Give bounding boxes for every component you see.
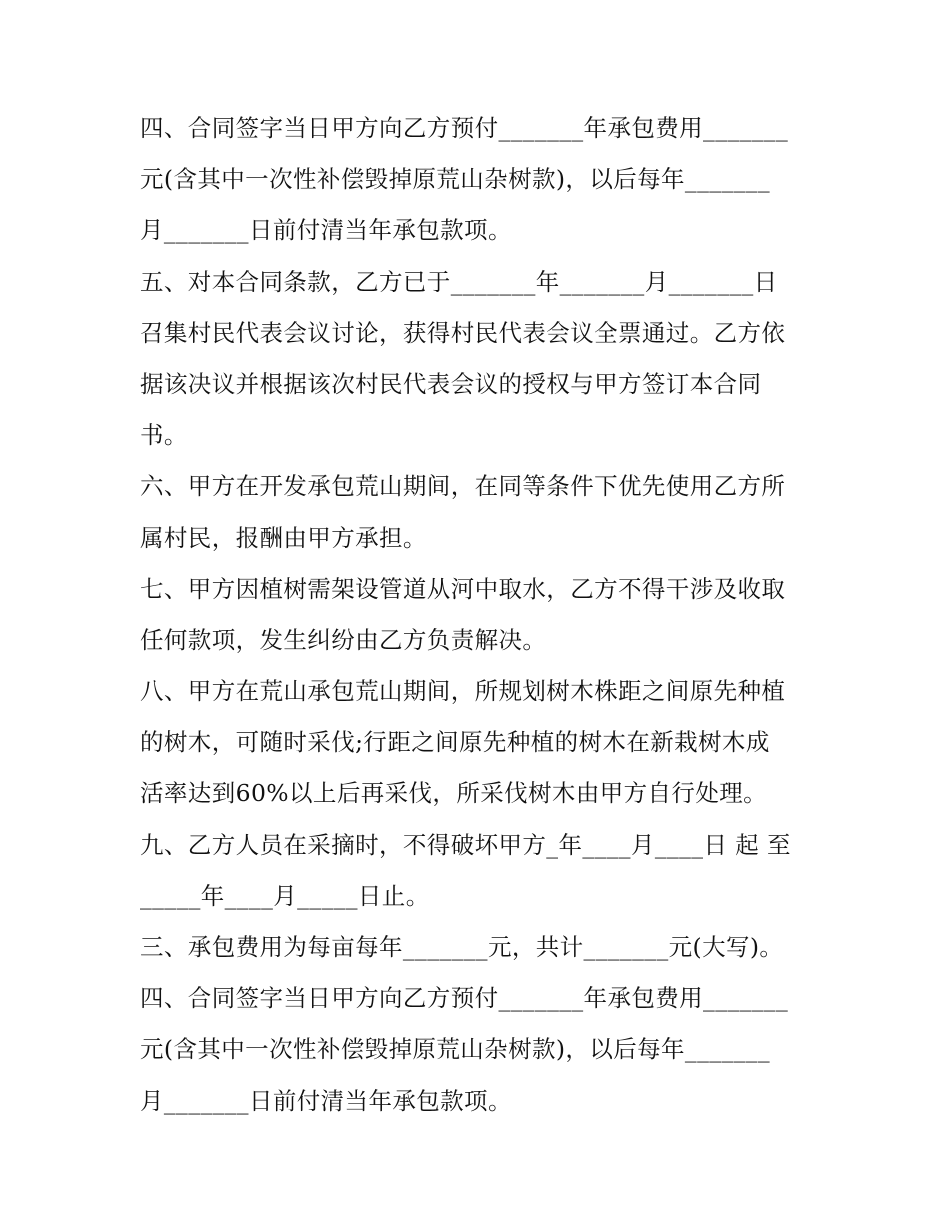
text-line: 据该决议并根据该次村民代表会议的授权与甲方签订本合同	[140, 369, 762, 398]
text-line: 的树木，可随时采伐;行距之间原先种植的树木在新栽树木成	[140, 728, 770, 757]
text-line: 任何款项，发生纠纷由乙方负责解决。	[140, 625, 547, 654]
text-line: 召集村民代表会议讨论，获得村民代表会议全票通过。乙方依	[140, 318, 786, 347]
text-line: 四、合同签字当日甲方向乙方预付_______年承包费用_______	[140, 984, 789, 1013]
text-line: 月_______日前付清当年承包款项。	[140, 1086, 512, 1115]
text-line: _____年____月_____日止。	[140, 881, 430, 910]
text-line: 月_______日前付清当年承包款项。	[140, 216, 512, 245]
text-line: 八、甲方在荒山承包荒山期间，所规划树木株距之间原先种植	[140, 677, 786, 706]
document-body	[140, 103, 820, 1127]
text-line: 元(含其中一次性补偿毁掉原荒山杂树款)，以后每年_______	[140, 165, 770, 194]
text-line: 七、甲方因植树需架设管道从河中取水，乙方不得干涉及收取	[140, 574, 786, 603]
text-line: 五、对本合同条款，乙方已于_______年_______月_______日	[140, 267, 778, 296]
text-line: 书。	[140, 421, 188, 450]
text-line: 活率达到60%以上后再采伐，所采伐树木由甲方自行处理。	[140, 779, 768, 808]
text-line: 元(含其中一次性补偿毁掉原荒山杂树款)，以后每年_______	[140, 1035, 770, 1064]
text-line: 六、甲方在开发承包荒山期间，在同等条件下优先使用乙方所	[140, 472, 786, 501]
text-line: 三、承包费用为每亩每年_______元，共计_______元(大写)。	[140, 933, 784, 961]
text-line: 属村民，报酬由甲方承担。	[140, 523, 427, 552]
text-line: 九、乙方人员在采摘时，不得破坏甲方_年____月____日 起 至	[140, 830, 791, 859]
text-line: 四、合同签字当日甲方向乙方预付_______年承包费用_______	[140, 114, 789, 142]
